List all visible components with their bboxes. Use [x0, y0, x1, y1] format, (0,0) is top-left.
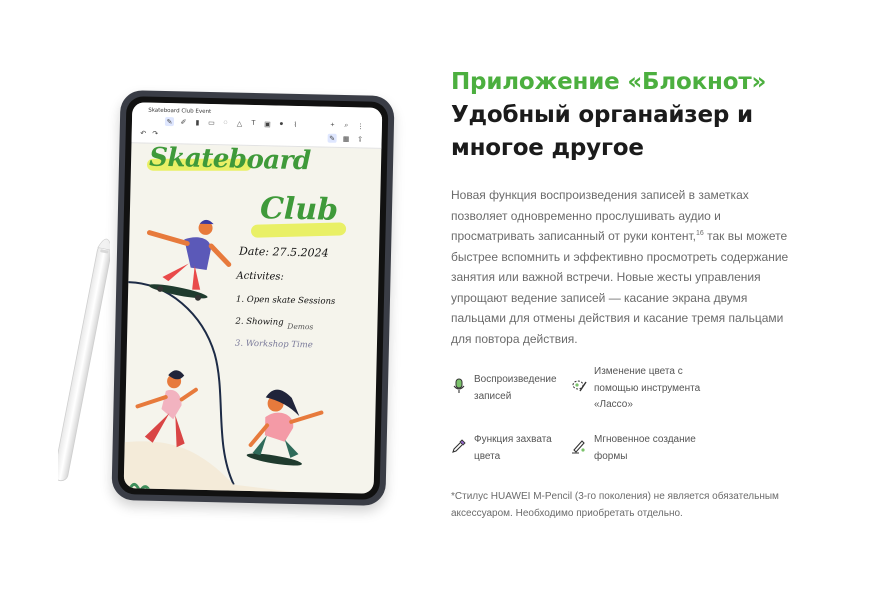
note-activity-1: 1. Open skate Sessions: [235, 294, 336, 307]
feature-text: [451, 66, 851, 349]
feature-label: Изменение цвета с помощью инструмента «Лассо»: [594, 366, 701, 410]
section-description: [451, 185, 796, 349]
eyedropper-icon: [451, 438, 467, 454]
pen-tool-icon[interactable]: ✎: [166, 118, 173, 126]
draw-mode-icon[interactable]: ✎: [329, 135, 336, 143]
text-tool-icon[interactable]: T: [251, 119, 256, 128]
pencil-tool-icon[interactable]: ✐: [180, 118, 187, 126]
shape-tool-icon[interactable]: △: [236, 120, 243, 128]
notes-app-screen: [124, 102, 383, 494]
add-icon[interactable]: +: [330, 121, 335, 129]
note-heading-line1: Skateboard: [148, 142, 311, 177]
redo-icon[interactable]: ↷: [152, 130, 159, 138]
feature-item: [571, 364, 706, 414]
ruler-tool-icon[interactable]: ⌇: [293, 121, 298, 129]
grid-icon[interactable]: ▦: [342, 135, 350, 143]
search-icon[interactable]: ⌕: [344, 121, 349, 129]
feature-label: Функция захвата цвета: [474, 434, 552, 462]
microphone-icon: [451, 378, 467, 394]
note-title: Skateboard Club Event: [148, 107, 212, 116]
share-icon[interactable]: ⇪: [357, 135, 364, 143]
note-toolbar: [131, 102, 382, 149]
undo-icon[interactable]: ↶: [140, 129, 147, 138]
image-tool-icon[interactable]: ▣: [264, 120, 271, 128]
feature-item: [451, 432, 570, 465]
more-icon[interactable]: ⋮: [356, 122, 364, 130]
note-handwriting: [124, 142, 382, 494]
feature-item: [451, 372, 570, 405]
note-activities-label: Activites:: [236, 270, 284, 283]
description-text-cont: так вы можете быстрее вспомнить и эффективно просмотреть содержание занятия или важной встречи. Новые жесты управления упрощают ведение записей — касание экрана двумя пальцами для отмены действия и касание тремя пальцами для повтора действия.: [451, 229, 789, 346]
note-heading-line2: Club: [259, 191, 339, 228]
tablet-device: [111, 90, 394, 506]
feature-item: [571, 432, 706, 465]
tablet-bezel: [118, 96, 389, 500]
feature-label: Мгновенное создание формы: [594, 434, 696, 462]
stylus-image: [58, 233, 110, 489]
color-tool-icon[interactable]: ●: [279, 120, 284, 128]
shape-pen-icon: [571, 438, 587, 454]
description-text: Новая функция воспроизведения записей в заметках позволяет одновременно прослушивать аудио и просматривать записанный от руки контент,: [451, 188, 749, 243]
lasso-pen-icon: [571, 378, 587, 394]
feature-list: [451, 364, 751, 474]
marker-tool-icon[interactable]: ▮: [195, 119, 200, 127]
feature-label: Воспроизведение записей: [474, 374, 557, 402]
footnote-ref[interactable]: 16: [696, 230, 704, 237]
lasso-tool-icon[interactable]: ◌: [223, 119, 228, 127]
section-eyebrow: Приложение «Блокнот»: [451, 69, 767, 95]
note-date: Date: 27.5.2024: [238, 244, 329, 260]
note-activity-2-extra: Demos: [287, 321, 314, 332]
note-activity-2: 2. Showing: [235, 316, 284, 328]
section-title: Удобный органайзер и многое другое: [451, 102, 753, 161]
note-activity-3: 3. Workshop Time: [234, 338, 313, 351]
eraser-tool-icon[interactable]: ▭: [208, 119, 215, 127]
footnote: *Стилус HUAWEI M-Pencil (3-го поколения) не является обязательным аксессуаром. Необходимо приобретать отдельно.: [451, 491, 779, 519]
